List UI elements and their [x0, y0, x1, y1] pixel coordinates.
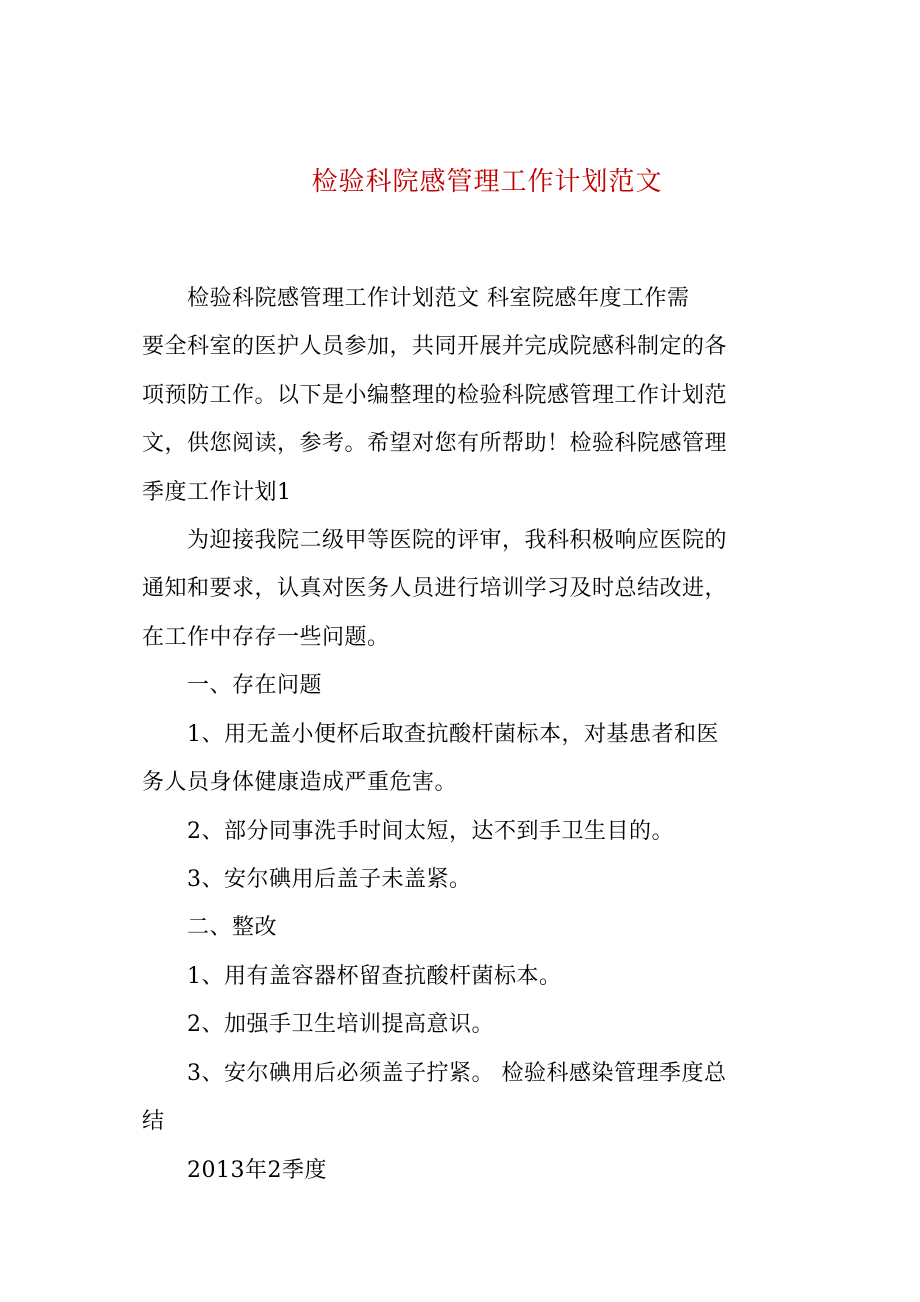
body-line: 结	[142, 1109, 165, 1134]
body-line: 1、用有盖容器杯留查抗酸杆菌标本。	[142, 964, 562, 989]
body-line: 1、用无盖小便杯后取查抗酸杆菌标本，对基患者和医	[142, 722, 719, 747]
body-line: 检验科院感管理工作计划范文 科室院感年度工作需	[142, 286, 690, 311]
body-line: 2、加强手卫生培训提高意识。	[142, 1012, 494, 1037]
body-line: 文，供您阅读，参考。希望对您有所帮助！检验科院感管理	[142, 431, 728, 456]
body-line: 通知和要求，认真对医务人员进行培训学习及时总结改进，	[142, 576, 728, 601]
body-line: 为迎接我院二级甲等医院的评审，我科积极响应医院的	[142, 528, 728, 553]
section-heading: 一、存在问题	[142, 673, 323, 698]
body-line: 务人员身体健康造成严重危害。	[142, 770, 458, 795]
body-line: 要全科室的医护人员参加，共同开展并完成院感科制定的各	[142, 334, 728, 359]
body-line: 3、安尔碘用后必须盖子拧紧。 检验科感染管理季度总	[142, 1061, 727, 1086]
body-line: 3、安尔碘用后盖子未盖紧。	[142, 867, 472, 892]
body-line: 项预防工作。以下是小编整理的检验科院感管理工作计划范	[142, 383, 728, 408]
body-line: 季度工作计划1	[142, 480, 292, 505]
document-title: 检验科院感管理工作计划范文	[311, 167, 663, 197]
section-heading: 二、整改	[142, 915, 278, 940]
body-line: 2013年2季度	[142, 1158, 327, 1183]
body-line: 在工作中存存一些问题。	[142, 625, 390, 650]
body-line: 2、部分同事洗手时间太短，达不到手卫生目的。	[142, 819, 674, 844]
